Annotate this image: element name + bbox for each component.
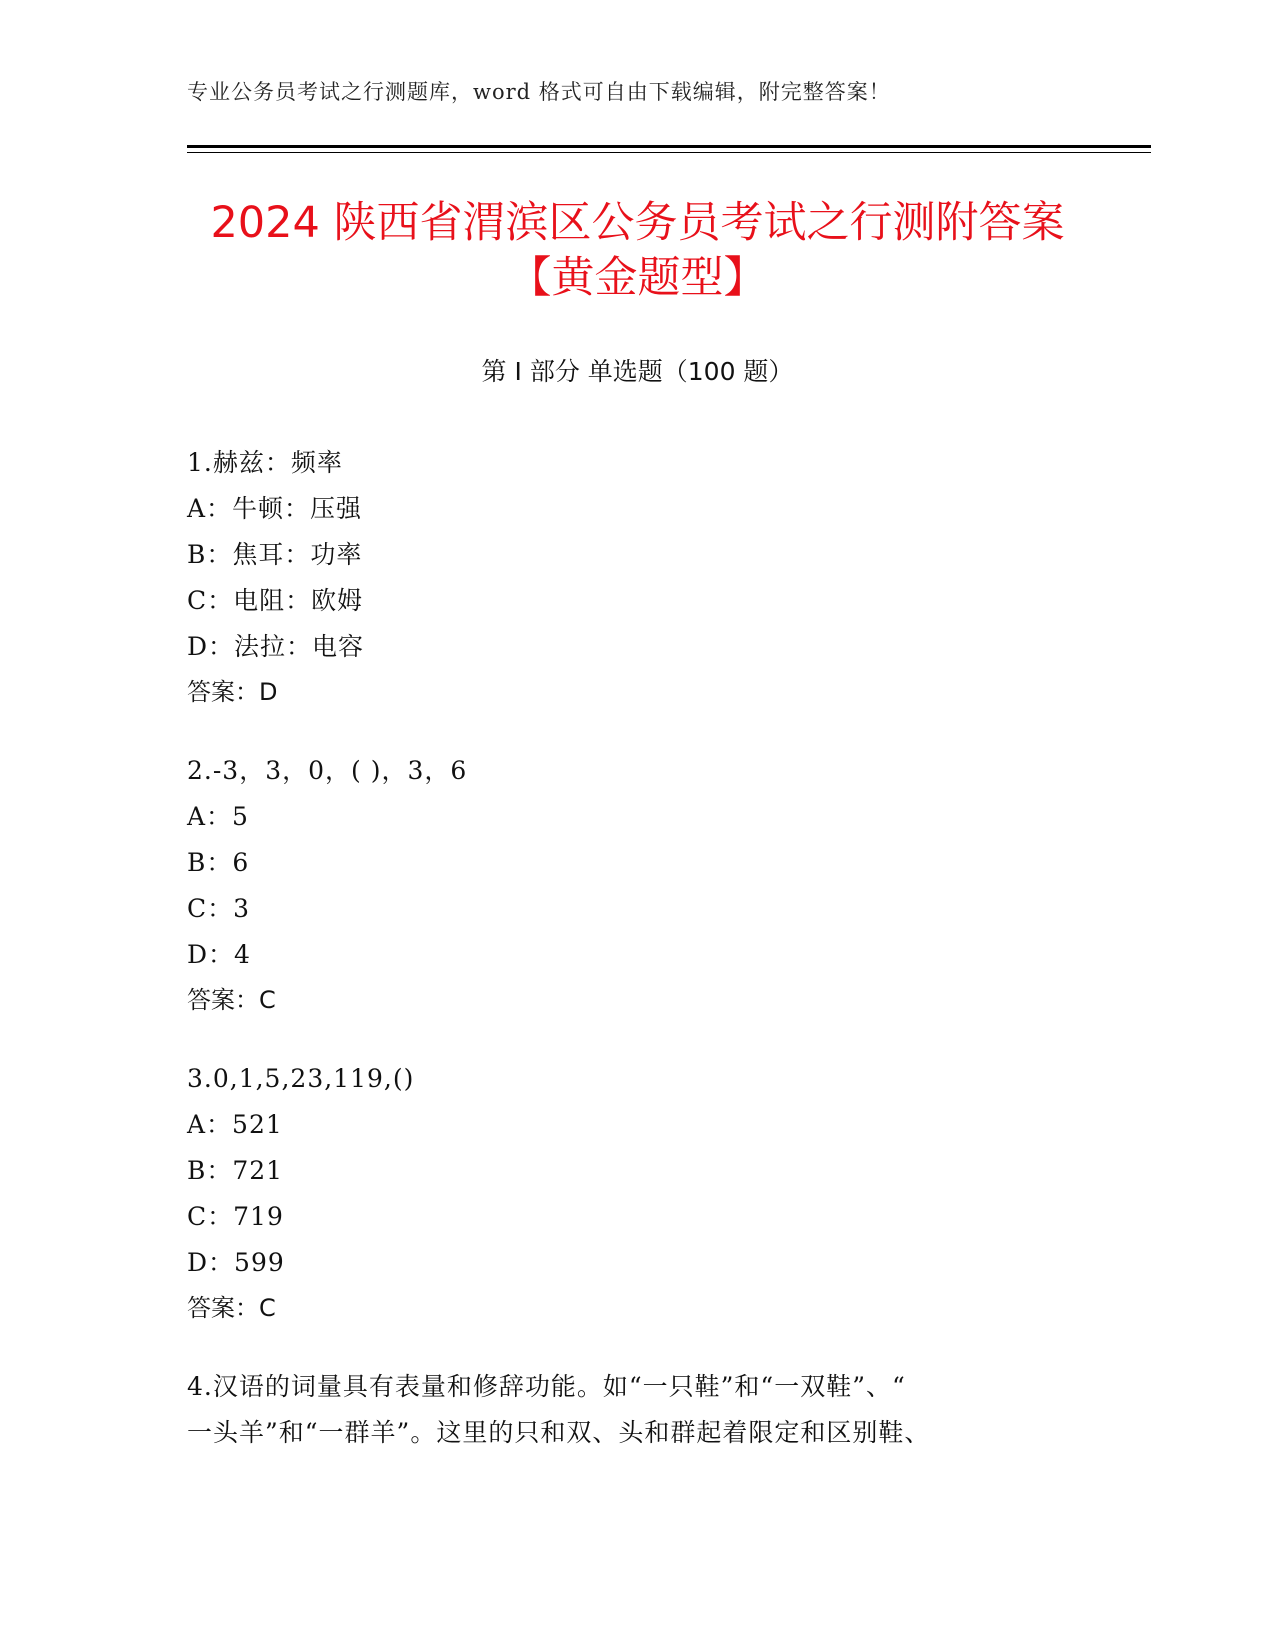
option-c: C：电阻：欧姆 (187, 586, 364, 615)
option-d: D：法拉：电容 (187, 632, 365, 661)
option-b: B：焦耳：功率 (187, 540, 363, 569)
question-stem: 1.赫兹：频率 (187, 448, 343, 477)
answer: 答案：C (187, 1294, 276, 1322)
title-line-2: 【黄金题型】 (508, 253, 767, 303)
option-a: A：牛顿：压强 (187, 494, 363, 523)
question-3 (187, 1056, 1087, 1330)
question-list (187, 440, 1087, 1490)
answer: 答案：D (187, 678, 278, 706)
title-line-1: 2024 陕西省渭滨区公务员考试之行测附答案 (210, 198, 1065, 248)
section-heading: 第 I 部分 单选题（100 题） (481, 357, 794, 386)
header-rule-thin (187, 152, 1151, 153)
question-stem: 3.0,1,5,23,119,() (187, 1064, 415, 1093)
document-title (0, 196, 1275, 306)
option-c: C：3 (187, 894, 251, 923)
header-note: 专业公务员考试之行测题库，word 格式可自由下载编辑，附完整答案！ (187, 80, 891, 104)
question-stem-line-1: 4.汉语的词量具有表量和修辞功能。如“一只鞋”和“一双鞋”、“ (187, 1372, 906, 1401)
option-b: B：721 (187, 1156, 284, 1185)
option-b: B：6 (187, 848, 250, 877)
header-rule-thick (187, 145, 1151, 148)
question-1 (187, 440, 1087, 714)
option-d: D：4 (187, 940, 251, 969)
answer: 答案：C (187, 986, 276, 1014)
question-2 (187, 748, 1087, 1022)
question-4 (187, 1364, 1087, 1456)
option-c: C：719 (187, 1202, 284, 1231)
question-stem-line-2: 一头羊”和“一群羊”。这里的只和双、头和群起着限定和区别鞋、 (187, 1418, 931, 1447)
question-stem: 2.-3，3，0，( )，3，6 (187, 756, 468, 785)
option-d: D：599 (187, 1248, 285, 1277)
option-a: A：5 (187, 802, 249, 831)
option-a: A：521 (187, 1110, 283, 1139)
